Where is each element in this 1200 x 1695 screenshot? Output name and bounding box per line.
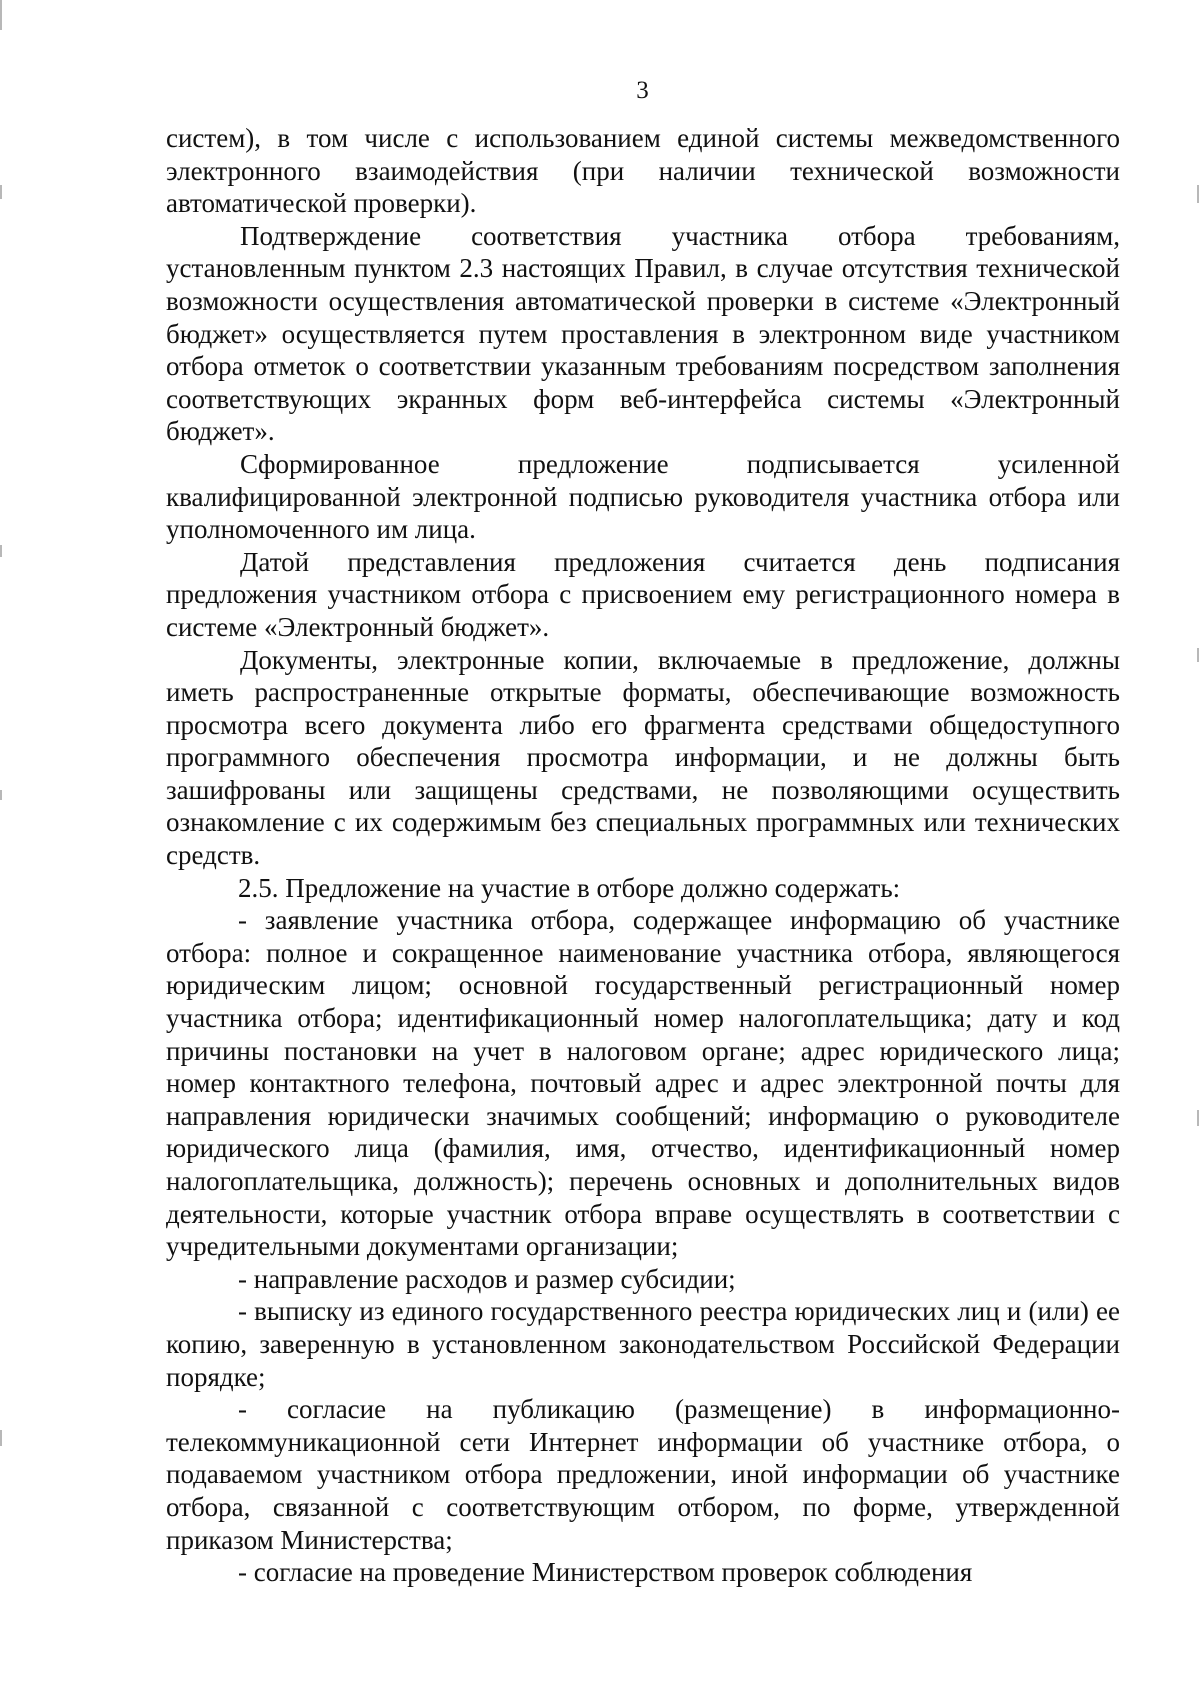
paragraph-confirmation: Подтверждение соответствия участника отбора требованиям, установленным пунктом 2.3 настоящих Правил, в случае отсутствия технической возможности осуществления автоматической проверки в системе «Электронный бюджет» осуществляется путем проставления в электронном виде участником отбора отметок о соответствии указанным требованиям посредством заполнения соответствующих экранных форм веб-интерфейса системы «Электронный бюджет». <box>166 220 1120 447</box>
paragraph-document-formats: Документы, электронные копии, включаемые в предложение, должны иметь распространенные открытые форматы, обеспечивающие возможность просмотра всего документа либо его фрагмента средствами общедоступного программного обеспечения просмотра информации, и не должны быть зашифрованы или защищены средствами, не позволяющими осуществить ознакомление с их содержимым без специальных программных или технических средств. <box>166 644 1120 871</box>
list-item-registry-extract: - выписку из единого государственного реестра юридических лиц и (или) ее копию, заверенную в установленном законодательством Российской Федерации порядке; <box>166 1296 1120 1392</box>
scan-artifact-left <box>0 185 2 199</box>
list-item-expenses: - направление расходов и размер субсидии; <box>238 1263 736 1294</box>
section-2-5-heading: 2.5. Предложение на участие в отборе должно содержать: <box>238 872 901 903</box>
list-item-publication-consent: - согласие на публикацию (размещение) в информационно-телекоммуникационной сети Интернет информации об участнике отбора, о подаваемом участником отбора предложении, иной информации об участнике отбора, связанной с соответствующим отбором, по форме, утвержденной приказом Министерства; <box>166 1394 1120 1555</box>
scan-artifact-left <box>0 545 2 557</box>
scan-artifact-left <box>0 790 2 800</box>
list-item-application: - заявление участника отбора, содержащее информацию об участнике отбора: полное и сокращенное наименование участника отбора, являющегося юридическим лицом; основной государственный регистрационный номер участника отбора; идентификационный номер налогоплательщика; дату и код причины постановки на учет в налоговом органе; адрес юридического лица; номер контактного телефона, почтовый адрес и адрес электронной почты для направления юридически значимых сообщений; информацию о руководителе юридического лица (фамилия, имя, отчество, идентификационный номер налогоплательщика, должность); перечень основных и дополнительных видов деятельности, которые участник отбора вправе осуществлять в соответствии с учредительными документами организации; <box>166 905 1120 1262</box>
document-body <box>166 122 1120 1589</box>
scan-artifact-right <box>1197 1110 1199 1126</box>
paragraph-continuation: систем), в том числе с использованием единой системы межведомственного электронного взаимодействия (при наличии технической возможности автоматической проверки). <box>166 123 1120 219</box>
list-item-inspection-consent: - согласие на проведение Министерством проверок соблюдения <box>238 1557 973 1588</box>
paragraph-submission-date: Датой представления предложения считается день подписания предложения участником отбора с присвоением ему регистрационного номера в системе «Электронный бюджет». <box>166 546 1120 642</box>
scan-artifact-left <box>0 0 2 30</box>
page-number: 3 <box>636 77 649 104</box>
scan-artifact-right <box>1197 648 1199 662</box>
paragraph-signature: Сформированное предложение подписывается усиленной квалифицированной электронной подписью руководителя участника отбора или уполномоченного им лица. <box>166 448 1120 545</box>
scan-artifact-right <box>1197 185 1199 203</box>
scan-artifact-left <box>0 1430 2 1446</box>
